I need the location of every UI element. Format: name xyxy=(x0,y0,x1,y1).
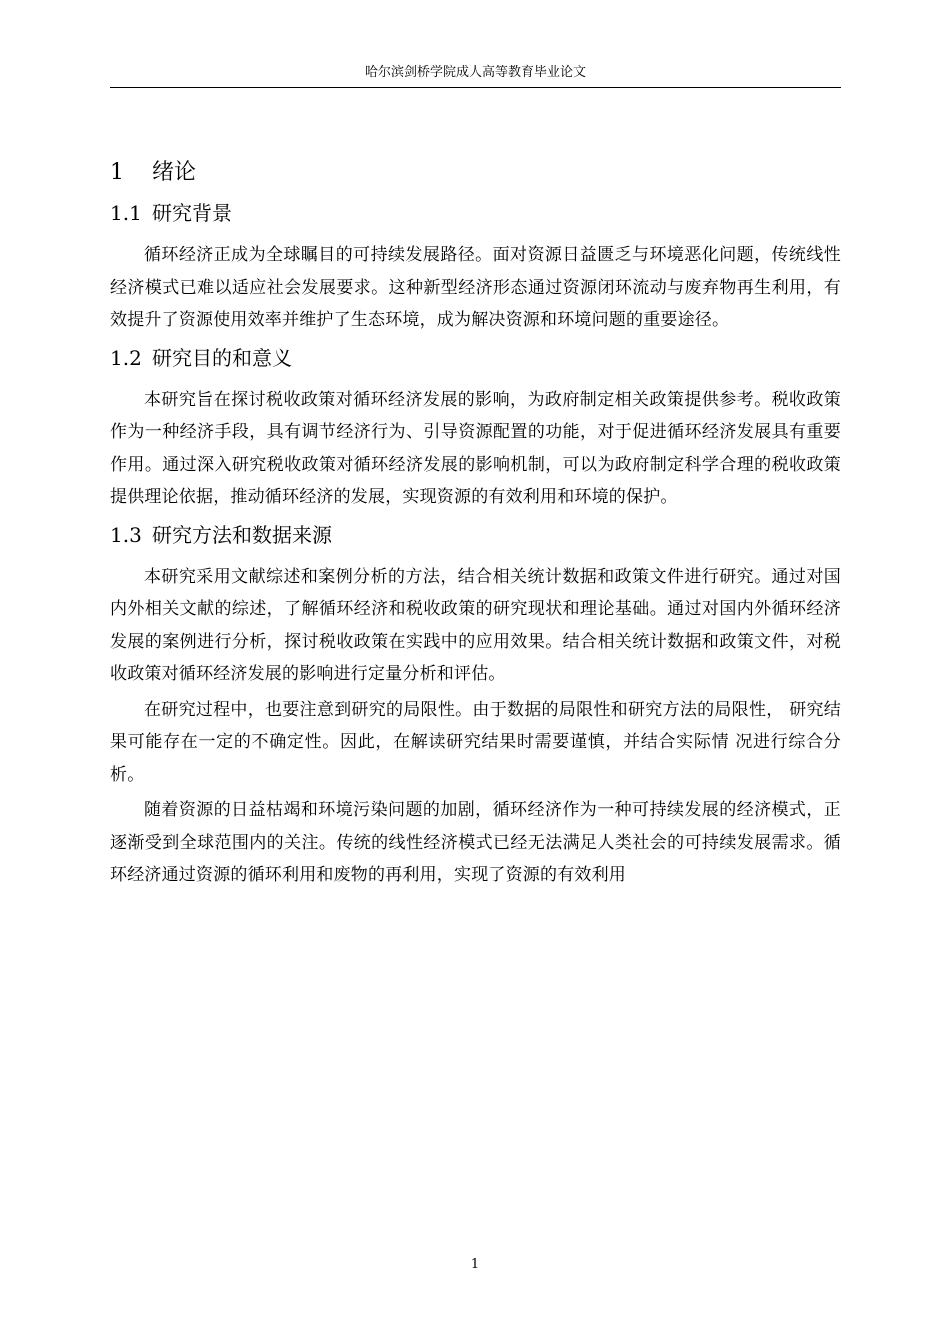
body-paragraph: 本研究旨在探讨税收政策对循环经济发展的影响，为政府制定相关政策提供参考。税收政策作为一种经济手段，具有调节经济行为、引导资源配置的功能，对于促进循环经济发展具有重要作用。通过深入研究税收政策对循环经济发展的影响机制，可以为政府制定科学合理的税收政策提供理论依据，推动循环经济的发展，实现资源的有效利用和环境的保护。 xyxy=(110,389,841,507)
section-heading-1-3 xyxy=(110,517,841,553)
section-title: 研究目的和意义 xyxy=(152,345,292,370)
chapter-heading xyxy=(110,155,841,191)
body-paragraph: 本研究采用文献综述和案例分析的方法，结合相关统计数据和政策文件进行研究。通过对国内外相关文献的综述，了解循环经济和税收政策的研究现状和理论基础。通过对国内外循环经济发展的案例进行分析，探讨税收政策在实践中的应用效果。结合相关统计数据和政策文件，对税收政策对循环经济发展的影响进行定量分析和评估。 xyxy=(110,566,841,684)
page-header xyxy=(110,64,841,88)
section-heading-1-1 xyxy=(110,195,841,231)
section-number: 1.2 xyxy=(110,345,142,370)
chapter-number: 1 xyxy=(110,160,124,185)
section-number: 1.3 xyxy=(110,522,142,547)
page-number: 1 xyxy=(470,1257,480,1272)
section-number: 1.1 xyxy=(110,201,142,225)
section-title: 研究背景 xyxy=(152,201,232,225)
section-title: 研究方法和数据来源 xyxy=(152,522,332,547)
body-paragraph: 在研究过程中，也要注意到研究的局限性。由于数据的局限性和研究方法的局限性， 研究结果可能存在一定的不确定性。因此，在解读研究结果时需要谨慎，并结合实际情 况进行综合分析。 xyxy=(110,699,841,785)
page-content xyxy=(110,155,841,895)
chapter-title: 绪论 xyxy=(152,160,197,185)
section-heading-1-2 xyxy=(110,340,841,376)
body-paragraph: 循环经济正成为全球瞩目的可持续发展路径。面对资源日益匮乏与环境恶化问题，传统线性经济模式已难以适应社会发展要求。这种新型经济形态通过资源闭环流动与废弃物再生利用，有效提升了资源使用效率并维护了生态环境，成为解决资源和环境问题的重要途径。 xyxy=(110,245,841,330)
body-paragraph: 随着资源的日益枯竭和环境污染问题的加剧，循环经济作为一种可持续发展的经济模式，正逐渐受到全球范围内的关注。传统的线性经济模式已经无法满足人类社会的可持续发展需求。循环经济通过资源的循环利用和废物的再利用，实现了资源的有效利用 xyxy=(110,800,841,885)
header-title: 哈尔滨剑桥学院成人高等教育毕业论文 xyxy=(364,65,586,80)
